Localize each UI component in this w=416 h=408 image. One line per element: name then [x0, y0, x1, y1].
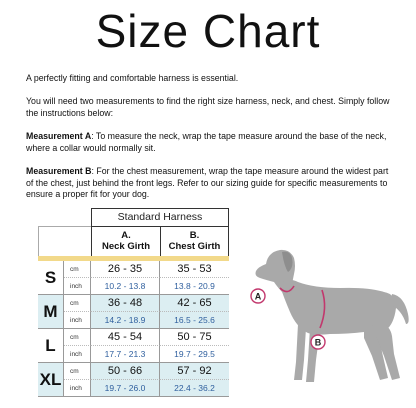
measurement-b-paragraph	[26, 166, 396, 201]
neck-girth-letter: A.	[121, 230, 131, 241]
chest-girth-name: Chest Girth	[168, 241, 221, 252]
neck-cm: 50 - 66	[91, 363, 160, 380]
size-row-m	[38, 295, 229, 329]
neck-cm: 45 - 54	[91, 329, 160, 346]
marker-a-label: A	[254, 291, 262, 302]
size-row-xl	[38, 363, 229, 397]
unit-cm: cm	[64, 329, 91, 346]
neck-cm: 36 - 48	[91, 295, 160, 312]
unit-inch: inch	[64, 346, 91, 363]
neck-girth-name: Neck Girth	[101, 241, 151, 252]
marker-b-label: B	[314, 337, 322, 348]
chest-girth-letter: B.	[189, 230, 200, 241]
measurement-a-paragraph	[26, 131, 396, 154]
chest-cm: 50 - 75	[160, 329, 229, 346]
chest-girth-header	[160, 226, 229, 260]
chest-inch: 16.5 - 25.6	[160, 312, 229, 329]
table-stub	[38, 226, 91, 260]
unit-inch: inch	[64, 380, 91, 397]
chest-cm: 57 - 92	[160, 363, 229, 380]
size-label: S	[38, 261, 64, 295]
intro-paragraph-1: A perfectly fitting and comfortable harness is essential.	[26, 73, 239, 83]
unit-cm: cm	[64, 363, 91, 380]
neck-inch: 17.7 - 21.3	[91, 346, 160, 363]
measurement-b-label: Measurement B	[26, 166, 92, 176]
size-row-l	[38, 329, 229, 363]
unit-cm: cm	[64, 261, 91, 278]
page-title: Size Chart	[95, 5, 321, 57]
dog-measurement-diagram	[244, 232, 414, 392]
dog-silhouette-icon	[256, 250, 409, 382]
standard-harness-header: Standard Harness	[91, 208, 229, 226]
chest-cm: 42 - 65	[160, 295, 229, 312]
unit-inch: inch	[64, 278, 91, 295]
size-label: M	[38, 295, 64, 329]
measurement-b-text: : For the chest measurement, wrap the tape measure around the widest part of the chest, just behind the front legs. Refer to our sizing guide for specific measurements to ensure a proper fit for your dog.	[26, 166, 389, 199]
unit-cm: cm	[64, 295, 91, 312]
neck-inch: 19.7 - 26.0	[91, 380, 160, 397]
measurement-a-text: : To measure the neck, wrap the tape measure around the base of the neck, where a collar would normally sit.	[26, 131, 387, 153]
chest-inch: 22.4 - 36.2	[160, 380, 229, 397]
chest-inch: 19.7 - 29.5	[160, 346, 229, 363]
size-row-s	[38, 261, 229, 295]
neck-cm: 26 - 35	[91, 261, 160, 278]
marker-b	[311, 335, 325, 349]
unit-inch: inch	[64, 312, 91, 329]
chest-inch: 13.8 - 20.9	[160, 278, 229, 295]
neck-girth-header	[91, 226, 160, 260]
size-label: XL	[38, 363, 64, 397]
marker-a	[251, 289, 265, 303]
neck-inch: 10.2 - 13.8	[91, 278, 160, 295]
intro-paragraph-2: You will need two measurements to find the right size harness, neck, and chest. Simply follow the instructions below:	[26, 96, 390, 118]
size-label: L	[38, 329, 64, 363]
chest-cm: 35 - 53	[160, 261, 229, 278]
measurement-a-label: Measurement A	[26, 131, 92, 141]
neck-inch: 14.2 - 18.9	[91, 312, 160, 329]
